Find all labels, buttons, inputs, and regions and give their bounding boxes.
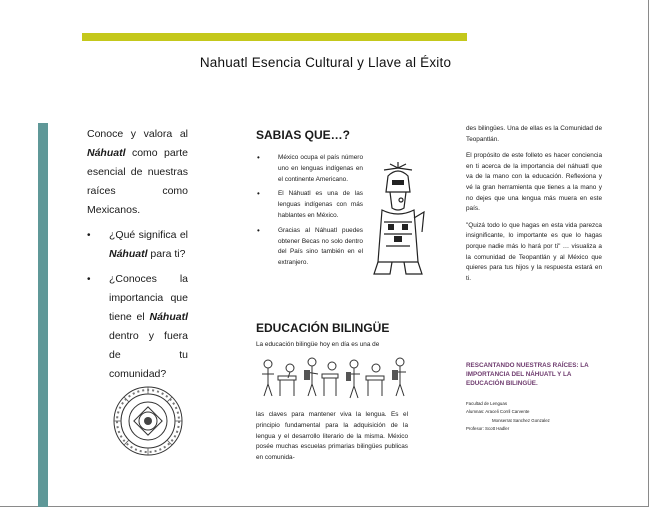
sabias-item: • Gracias al Náhuatl puedes obtener Becas no solo dentro del País sino también en el extranjero. — [255, 226, 363, 269]
rescatando-heading: RESCANTANDO NUESTRAS RAÍCES: LA IMPORTANCIA DEL NÁHUATL Y LA EDUCACIÓN BILINGÜE. — [466, 362, 589, 387]
intro-question-2: • ¿Conoces la importancia que tiene el Náhuatl dentro y fuera de tu comunidad? — [87, 270, 188, 384]
side-accent-bar — [38, 123, 48, 507]
intro-column — [87, 125, 188, 390]
sabias-item: • El Náhuatl es una de las lenguas indígenas con más hablantes en México. — [255, 189, 363, 221]
credits-alumnas-2: Monserrat Sanchez Gonzalez — [492, 417, 550, 423]
educacion-intro-line: La educación bilingüe hoy en día es una de — [256, 341, 380, 348]
intro-questions — [87, 226, 188, 384]
accent-bar — [82, 33, 467, 41]
intro-paragraph: Conoce y valora al Náhuatl como parte esencial de nuestras raíces como Mexicanos. — [87, 128, 188, 216]
credits-block — [466, 400, 606, 434]
sabias-list — [255, 153, 363, 273]
educacion-paragraph: las claves para mantener viva la lengua. Es el principio fundamental para la adquisición de la lengua y el desarrollo literario de la misma. México posée muchas escuelas primarias bilingües publicas en comunida- — [256, 411, 408, 462]
school-scene-illustration — [256, 352, 416, 404]
sabias-item: • México ocupa el país número uno en lenguas indígenas en el continente Americano. — [255, 153, 363, 185]
credits-alumnas: Alumnas: Araceli Corril Carvente — [466, 409, 530, 415]
right-paragraph-3: "Quizá todo lo que hagas en esta vida parezca insignificante, lo importante es que lo hagas porque nadie más lo hará por ti" … visualiza a la comunidad de Teopantlán y al México que quieres para tus hijos y la respuesta estará en ti. — [466, 221, 602, 282]
credits-profesor: Profesor: Scott Hadler — [466, 426, 510, 432]
right-paragraph-1: des bilingües. Una de ellas es la Comunidad de Teopantlán. — [466, 125, 602, 143]
aztec-figure-illustration — [370, 162, 426, 282]
sabias-heading: SABIAS QUE…? — [256, 128, 351, 142]
credits-facultad: Facultad de Lenguas — [466, 401, 508, 406]
right-column — [466, 124, 602, 290]
aztec-calendar-illustration — [111, 384, 185, 458]
right-paragraph-2: El propósito de este folleto es hacer conciencia en ti acerca de la importancia del náhuatl que va de la mano con la educación. Reflexiona y vé la gran herramienta que tienes a la mano y no dejes que una lengua más muera en este país. — [466, 152, 602, 213]
intro-question-1: • ¿Qué significa el Náhuatl para ti? — [87, 226, 188, 264]
educacion-heading: EDUCACIÓN BILINGÜE — [256, 321, 390, 335]
page-title: Nahuatl Esencia Cultural y Llave al Éxito — [199, 55, 452, 70]
